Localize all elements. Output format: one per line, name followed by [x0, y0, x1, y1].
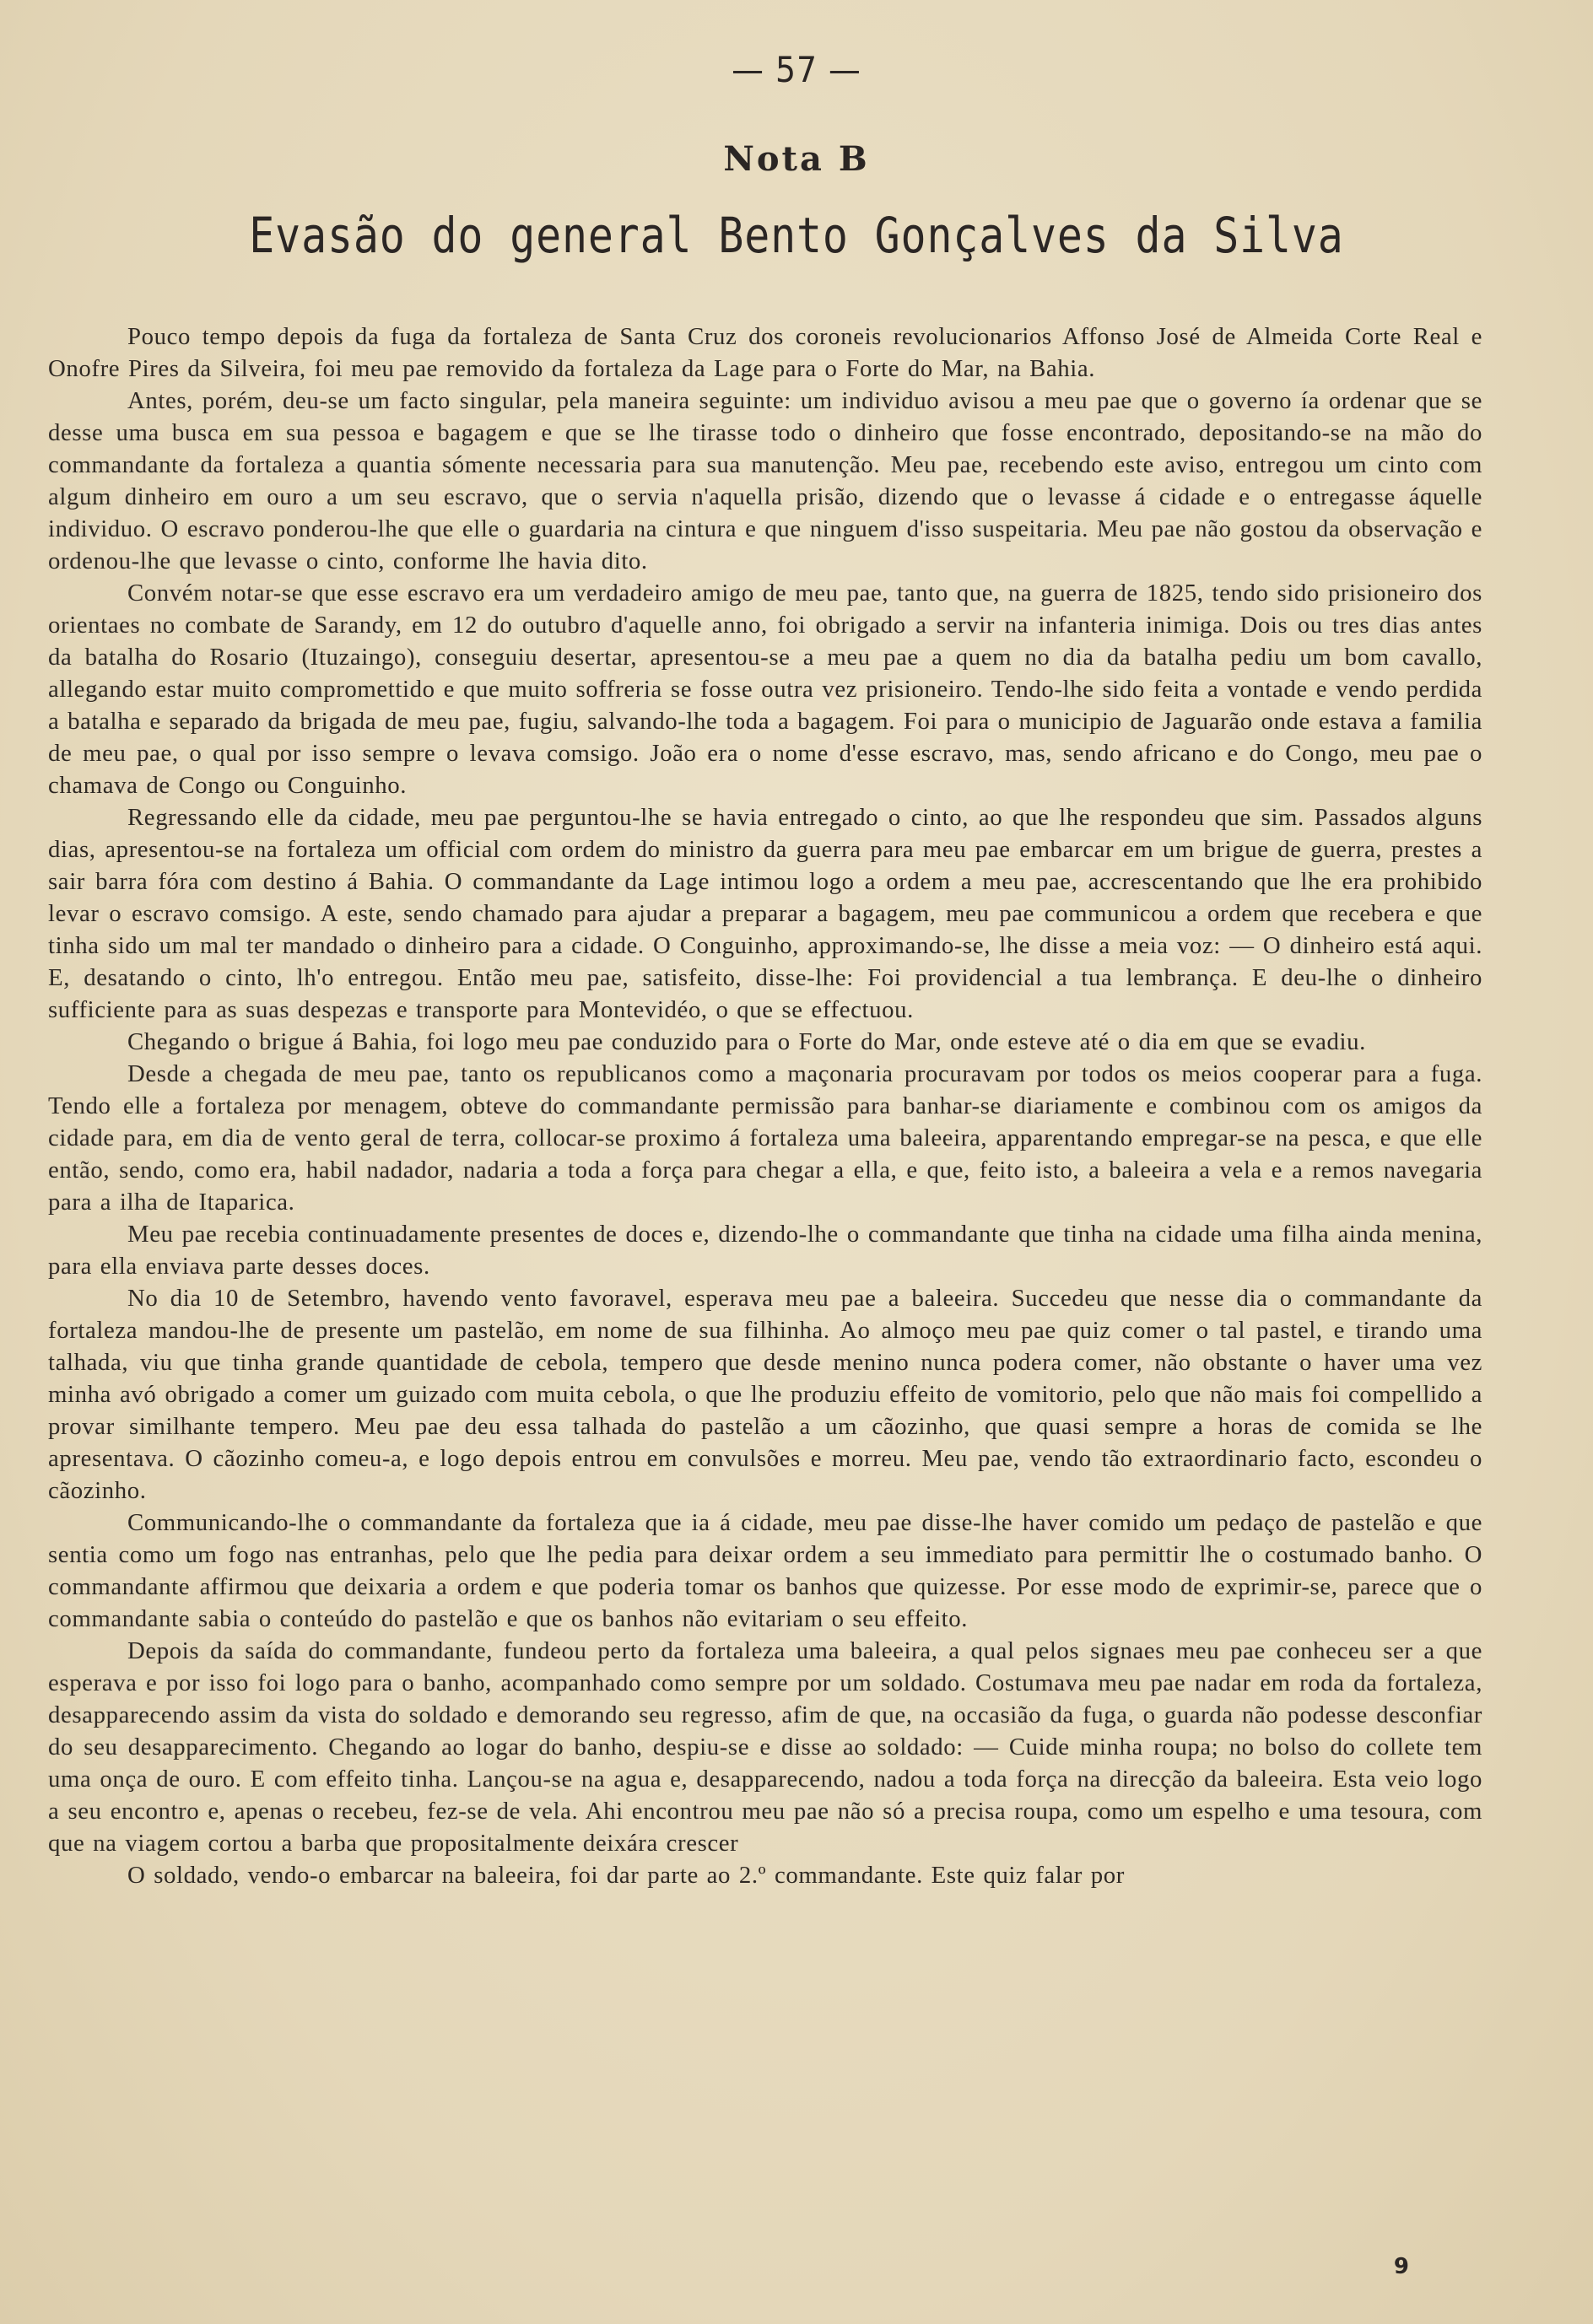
signature-mark: 9	[1393, 2254, 1409, 2279]
paragraph: Desde a chegada de meu pae, tanto os republicanos como a maçonaria procuravam por todos os meios cooperar para a fuga. Tendo elle a fortaleza por menagem, obteve do commandante permissão para banhar-se diariamente e combinou com os amigos da cidade para, em dia de vento geral de terra, collocar-se proximo á fortaleza uma baleeira, apparentando empregar-se na pesca, e que elle então, sendo, como era, habil nadador, nadaria a toda a força para chegar a ella, e que, feito isto, a baleeira a vela e a remos navegaria para a ilha de Itaparica.	[48, 1060, 1482, 1216]
page-number: — 57 —	[732, 49, 861, 90]
chapter-title: Evasão do general Bento Gonçalves da Silva	[249, 207, 1344, 264]
paragraph: O soldado, vendo-o embarcar na baleeira, foi dar parte ao 2.º commandante. Este quiz falar por	[127, 1862, 1125, 1889]
body-text	[48, 321, 1482, 1891]
paragraph: Pouco tempo depois da fuga da fortaleza de Santa Cruz dos coroneis revolucionarios Affonso José de Almeida Corte Real e Onofre Pires da Silveira, foi meu pae removido da fortaleza da Lage para o Forte do Mar, na Bahia.	[48, 323, 1482, 382]
paragraph: No dia 10 de Setembro, havendo vento favoravel, esperava meu pae a baleeira. Succedeu que nesse dia o commandante da fortaleza mandou-lhe de presente um pastelão, em nome de sua filhinha. Ao almoço meu pae quiz comer o tal pastel, e tirando uma talhada, viu que tinha grande quantidade de cebola, tempero que desde menino nunca podera comer, não obstante o haver uma vez minha avó obrigado a comer um guizado com muita cebola, o que lhe produziu effeito de vomitorio, pelo que não mais foi compellido a provar similhante tempero. Meu pae deu essa talhada do pastelão a um cãozinho, que quasi sempre a horas de comida se lhe apresentava. O cãozinho comeu-a, e logo depois entrou em convulsões e morreu. Meu pae, vendo tão extraordinario facto, escondeu o cãozinho.	[48, 1285, 1482, 1504]
paragraph: Regressando elle da cidade, meu pae perguntou-lhe se havia entregado o cinto, ao que lhe respondeu que sim. Passados alguns dias, apresentou-se na fortaleza um official com ordem do ministro da guerra para meu pae embarcar em um brigue de guerra, prestes a sair barra fóra com destino á Bahia. O commandante da Lage intimou logo a ordem a meu pae, accrescentando que lhe era prohibido levar o escravo comsigo. A este, sendo chamado para ajudar a preparar a bagagem, meu pae communicou a ordem que recebera e que tinha sido um mal ter mandado o dinheiro para a cidade. O Conguinho, approximando-se, lhe disse a meia voz: — O dinheiro está aqui. E, desatando o cinto, lh'o entregou. Então meu pae, satisfeito, disse-lhe: Foi providencial a tua lembrança. E deu-lhe o dinheiro sufficiente para as suas despezas e transporte para Montevidéo, o que se effectuou.	[48, 804, 1482, 1023]
paragraph: Antes, porém, deu-se um facto singular, pela maneira seguinte: um individuo avisou a meu pae que o governo ía ordenar que se desse uma busca em sua pessoa e bagagem e que se lhe tirasse todo o dinheiro que fosse encontrado, depositando-se na mão do commandante da fortaleza a quantia sómente necessaria para sua manutenção. Meu pae, recebendo este aviso, entregou um cinto com algum dinheiro em ouro a um seu escravo, que o servia n'aquella prisão, dizendo que o levasse á cidade e o entregasse áquelle individuo. O escravo ponderou-lhe que elle o guardaria na cintura e que ninguem d'isso suspeitaria. Meu pae não gostou da observação e ordenou-lhe que levasse o cinto, conforme lhe havia dito.	[48, 387, 1482, 574]
note-heading: Nota B	[723, 139, 870, 179]
paragraph: Communicando-lhe o commandante da fortaleza que ia á cidade, meu pae disse-lhe haver comido um pedaço de pastelão e que sentia como um fogo nas entranhas, pelo que lhe pedia para deixar ordem a seu immediato para permittir lhe o costumado banho. O commandante affirmou que deixaria a ordem e que poderia tomar os banhos que quizesse. Por esse modo de exprimir-se, parece que o commandante sabia o conteúdo do pastelão e que os banhos não evitariam o seu effeito.	[48, 1509, 1482, 1632]
paragraph: Convém notar-se que esse escravo era um verdadeiro amigo de meu pae, tanto que, na guerra de 1825, tendo sido prisioneiro dos orientaes no combate de Sarandy, em 12 do outubro d'aquelle anno, foi obrigado a servir na infanteria inimiga. Dois ou tres dias antes da batalha do Rosario (Ituzaingo), conseguiu desertar, apresentou-se a meu pae a quem no dia da batalha pediu um bom cavallo, allegando estar muito compromettido e que muito soffreria se fosse outra vez prisioneiro. Tendo-lhe sido feita a vontade e vendo perdida a batalha e separado da brigada de meu pae, fugiu, salvando-lhe toda a bagagem. Foi para o municipio de Jaguarão onde estava a familia de meu pae, o qual por isso sempre o levava comsigo. João era o nome d'esse escravo, mas, sendo africano e do Congo, meu pae o chamava de Congo ou Conguinho.	[48, 580, 1483, 799]
paragraph: Meu pae recebia continuadamente presentes de doces e, dizendo-lhe o commandante que tinha na cidade uma filha ainda menina, para ella enviava parte desses doces.	[48, 1221, 1482, 1280]
paragraph: Chegando o brigue á Bahia, foi logo meu pae conduzido para o Forte do Mar, onde esteve até o dia em que se evadiu.	[127, 1028, 1366, 1055]
paragraph: Depois da saída do commandante, fundeou perto da fortaleza uma baleeira, a qual pelos signaes meu pae conheceu ser a que esperava e por isso foi logo para o banho, acompanhado como sempre por um soldado. Costumava meu pae nadar em roda da fortaleza, desapparecendo assim da vista do soldado e demorando seu regresso, afim de que, na occasião da fuga, o guarda não podesse desconfiar do seu desapparecimento. Chegando ao logar do banho, despiu-se e disse ao soldado: — Cuide minha roupa; no bolso do collete tem uma onça de ouro. E com effeito tinha. Lançou-se na agua e, desapparecendo, nadou a toda força na direcção da baleeira. Esta veio logo a seu encontro e, apenas o recebeu, fez-se de vela. Ahi encontrou meu pae não só a precisa roupa, como um espelho e uma tesoura, com que na viagem cortou a barba que propositalmente deixára crescer	[48, 1637, 1482, 1857]
